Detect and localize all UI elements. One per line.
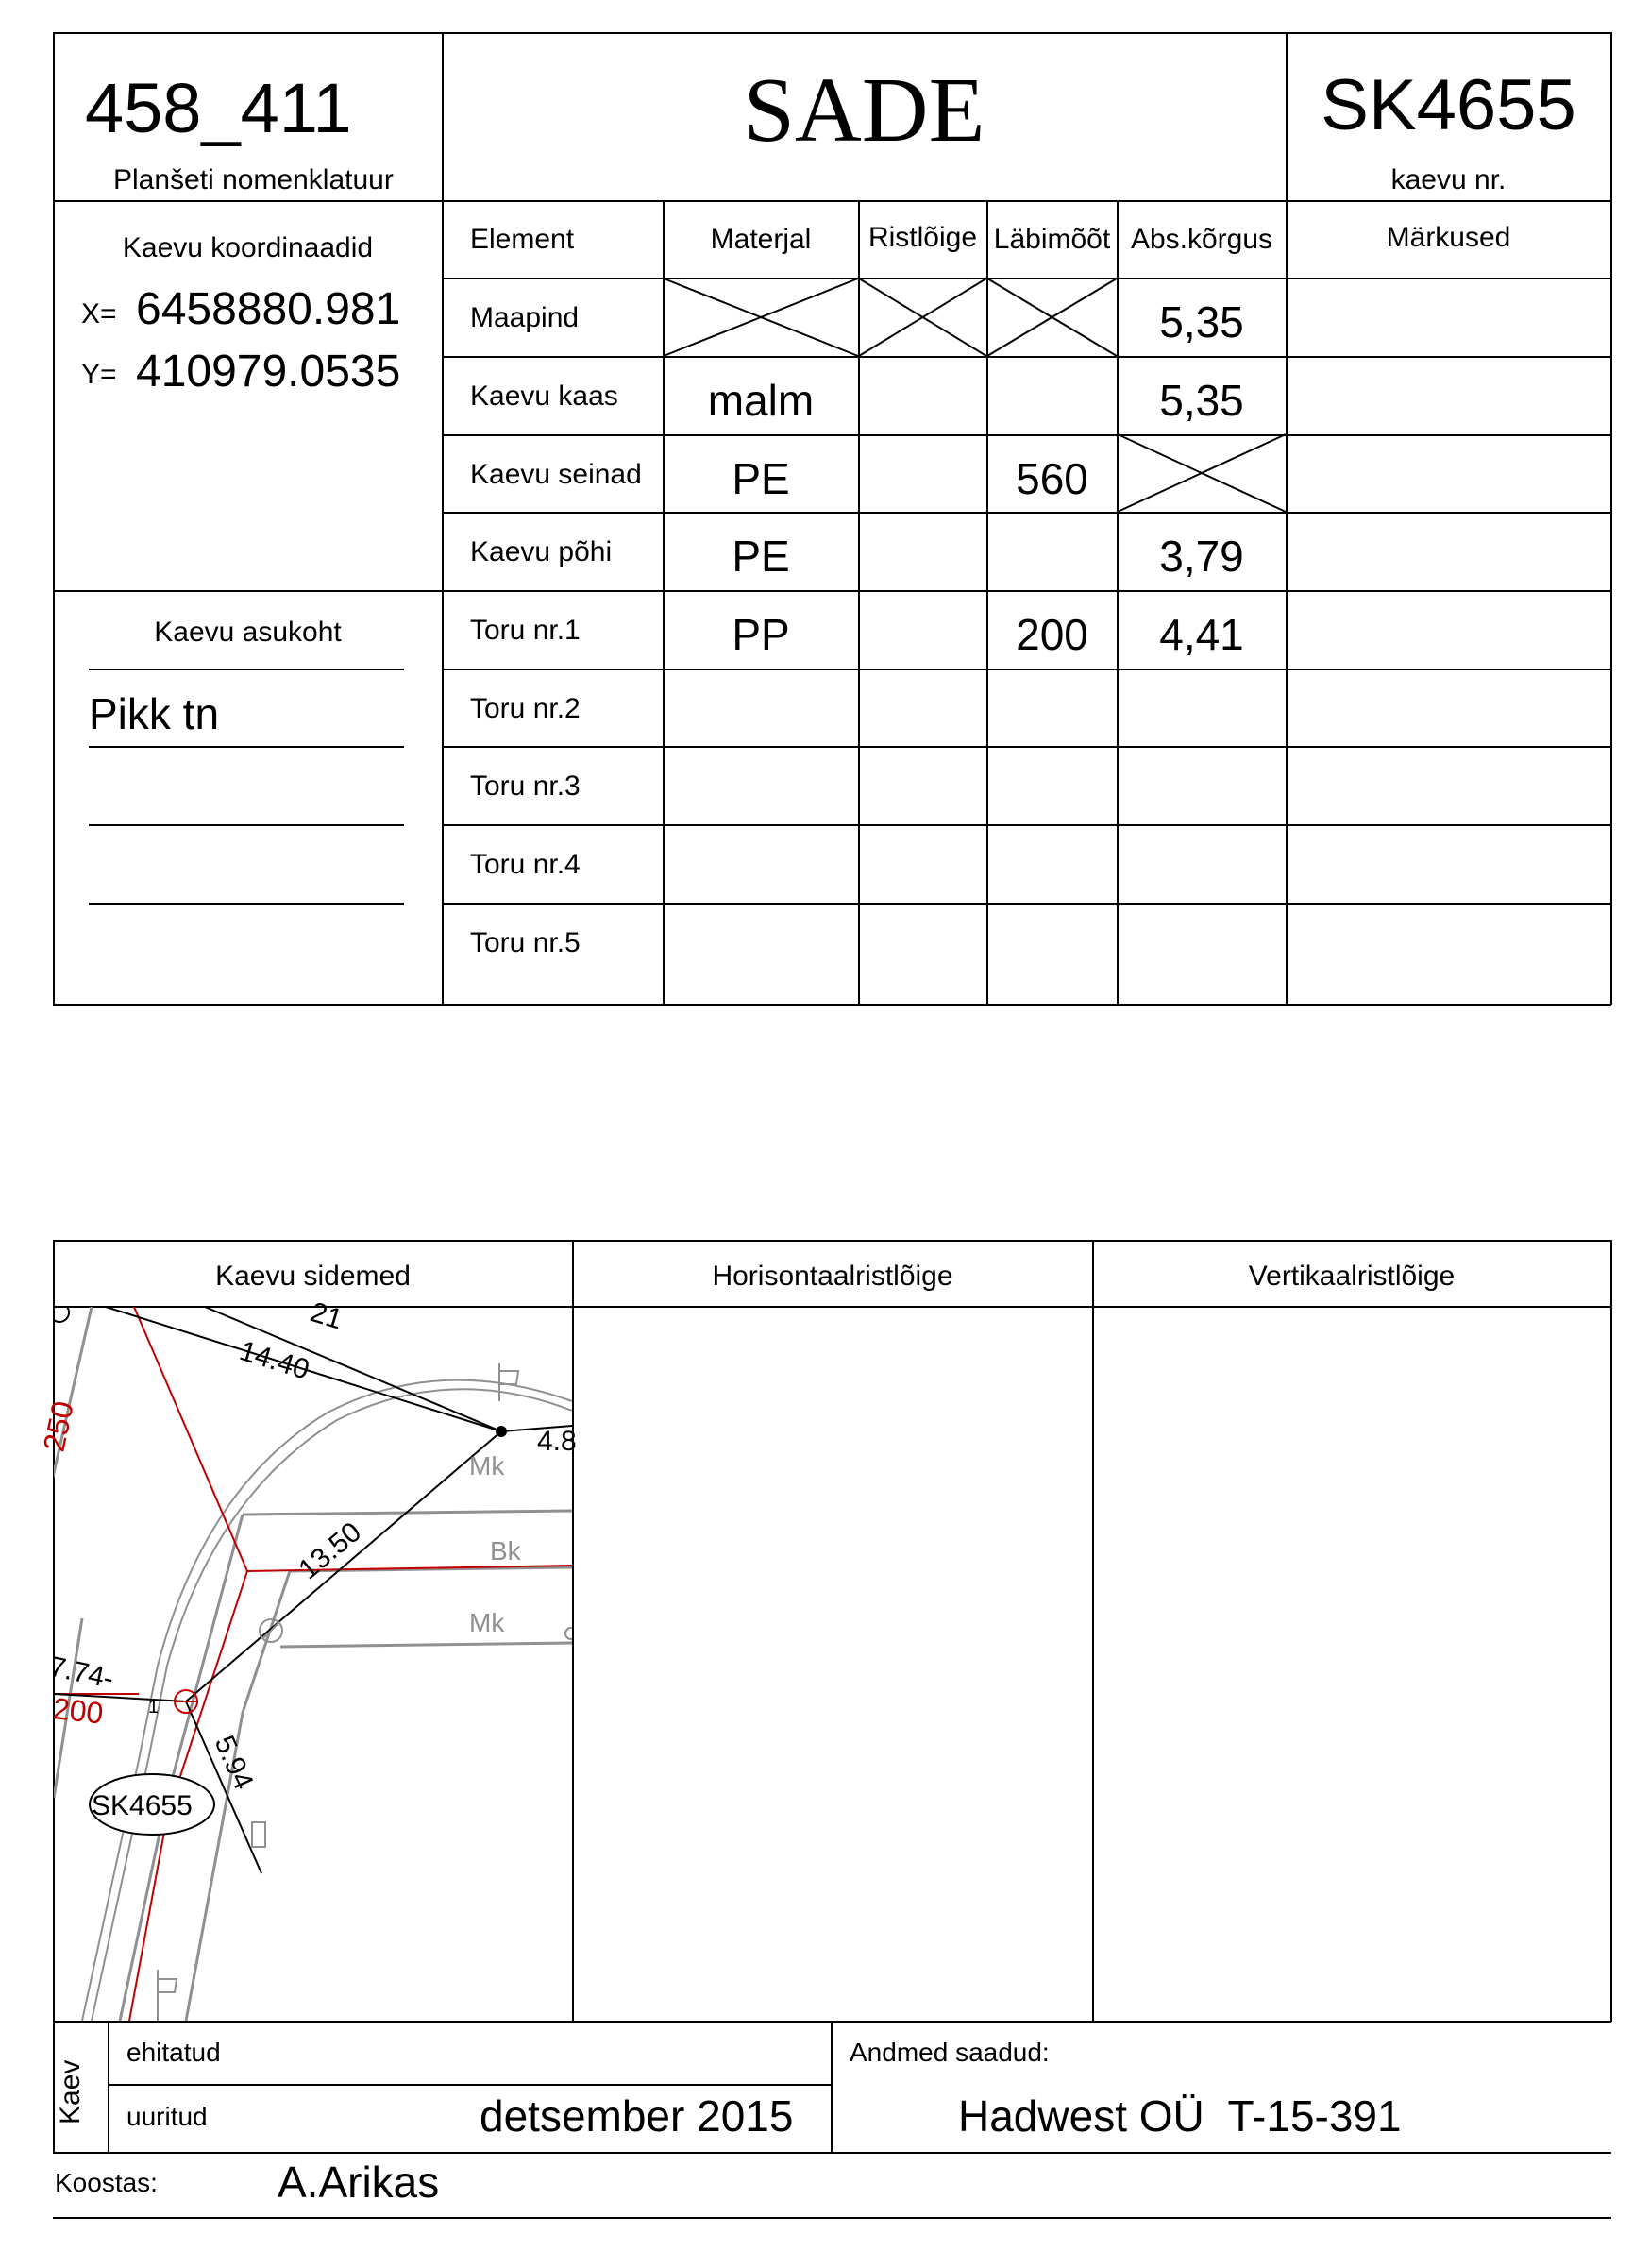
location-label: Kaevu asukoht — [154, 617, 342, 648]
header-diameter: Läbimõõt — [993, 224, 1111, 255]
road-label: Bk — [490, 1536, 521, 1566]
header-notes: Märkused — [1386, 222, 1511, 253]
page-title: SADE — [743, 59, 985, 161]
table-cell-elevation: 3,79 — [1159, 532, 1244, 581]
dimension-label: 21 — [306, 1296, 346, 1336]
well-point — [496, 1426, 507, 1437]
location-line-1: Pikk tn — [89, 689, 220, 738]
table-cell-elevation: 5,35 — [1159, 376, 1244, 425]
footer-row-divider — [108, 2084, 832, 2086]
table-cell-material: PE — [732, 454, 790, 503]
lower-divider-2 — [1092, 1240, 1094, 2022]
data-source-label: Andmed saadud: — [850, 2038, 1050, 2067]
panel-connections-title: Kaevu sidemed — [215, 1261, 411, 1292]
well-label: kaevu nr. — [1390, 164, 1507, 195]
table-cell-elevation: 5,35 — [1159, 297, 1244, 347]
x-label: X= — [81, 298, 117, 330]
header-element: Element — [470, 224, 575, 255]
table-cell-diameter: 560 — [1016, 454, 1088, 503]
header-elevation: Abs.kõrgus — [1130, 224, 1273, 255]
lower-divider-1 — [572, 1240, 574, 2022]
surveyed-label: uuritud — [126, 2102, 208, 2131]
footer-middle-divider — [831, 2021, 833, 2153]
header-material: Materjal — [710, 224, 812, 255]
pipe-number: 1 — [148, 1697, 160, 1718]
sign-marker — [252, 1822, 265, 1847]
pipe-line — [54, 1307, 572, 2021]
table-cell-element: Toru nr.1 — [470, 615, 581, 646]
x-value: 6458880.981 — [136, 284, 401, 334]
side-label: Kaev — [55, 2059, 86, 2124]
table-cell-elevation: 4,41 — [1159, 610, 1244, 659]
table-cell-element: Toru nr.5 — [470, 927, 581, 958]
well-tag: SK4655 — [92, 1790, 193, 1821]
table-cell-element: Toru nr.4 — [470, 849, 581, 880]
table-cell-element: Maapind — [470, 302, 580, 333]
panel-horizontal-title: Horisontaalristlõige — [712, 1261, 953, 1292]
lower-top-border — [53, 1240, 1611, 1242]
table-cell-material: malm — [707, 376, 815, 425]
table-cell-element: Kaevu kaas — [470, 381, 618, 412]
location-sketch — [36, 1296, 577, 2021]
dimension-label: 7.74- — [46, 1650, 117, 1696]
author-label: Koostas: — [55, 2168, 158, 2197]
table-cell-element: Toru nr.3 — [470, 770, 581, 802]
pipe-label: 250 — [36, 1397, 80, 1455]
dimension-label: 5.94 — [208, 1731, 260, 1795]
dimension-label: 4.8 — [537, 1426, 577, 1457]
signpost-icon — [158, 1970, 177, 2021]
built-label: ehitatud — [126, 2038, 221, 2067]
table-cell-element: Toru nr.2 — [470, 693, 581, 724]
panel-vertical-title: Vertikaalristlõige — [1248, 1261, 1456, 1292]
road-label: Mk — [469, 1451, 505, 1481]
dimension-label: 14.40 — [235, 1335, 313, 1386]
table-cell-material: PE — [732, 532, 790, 581]
data-source: Hadwest OÜ T-15-391 — [958, 2091, 1402, 2141]
table-cell-element: Kaevu põhi — [470, 536, 613, 567]
table-cell-diameter: 200 — [1016, 610, 1088, 659]
road-outline — [44, 1307, 572, 2021]
table-cell-element: Kaevu seinad — [470, 459, 642, 490]
surveyed-date: detsember 2015 — [480, 2091, 794, 2141]
pipe-label: 200 — [51, 1691, 106, 1731]
coordinates-label: Kaevu koordinaadid — [122, 232, 374, 263]
author-name: A.Arikas — [278, 2158, 440, 2207]
dimension-label: 13.50 — [293, 1515, 368, 1586]
table-cell-material: PP — [732, 610, 790, 659]
footer-bottom-border — [53, 2152, 1611, 2154]
header-section: Ristlõige — [867, 222, 978, 253]
well-number: SK4655 — [1321, 65, 1576, 145]
y-value: 410979.0535 — [136, 347, 401, 397]
author-underline — [53, 2217, 1611, 2219]
sheet-label: Planšeti nomenklatuur — [113, 164, 394, 195]
y-label: Y= — [81, 359, 117, 390]
sheet-number: 458_411 — [85, 69, 352, 147]
footer-side-divider — [108, 2021, 109, 2153]
signpost-icon — [499, 1363, 518, 1401]
lower-right-border — [1610, 1240, 1612, 2022]
road-label: Mk — [469, 1608, 505, 1637]
